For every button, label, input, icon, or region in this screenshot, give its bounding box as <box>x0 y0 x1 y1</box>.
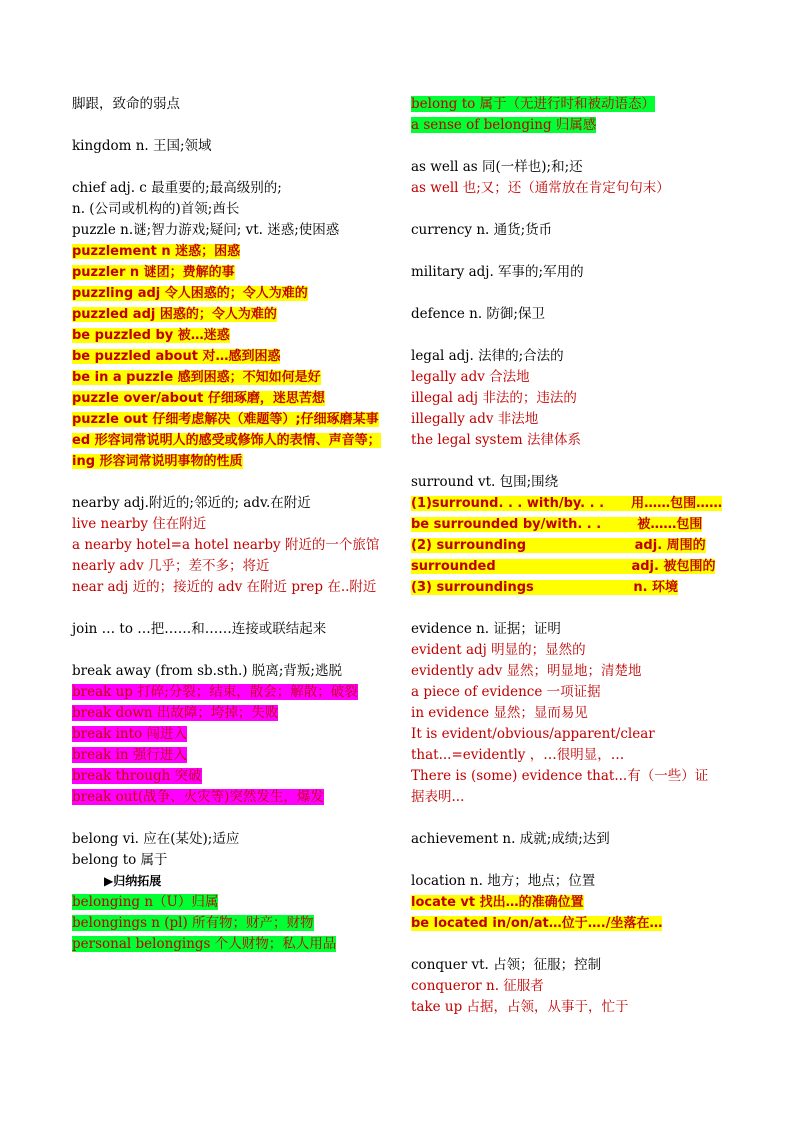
line-text: break up 打碎;分裂；结束，散会；解散；破裂 <box>72 684 358 700</box>
text-line <box>411 409 717 430</box>
blank-line <box>411 199 717 220</box>
text-line <box>411 115 717 136</box>
text-line <box>411 829 717 850</box>
blank-line <box>411 451 717 472</box>
text-line <box>411 913 717 934</box>
line-text: a sense of belonging 归属感 <box>411 117 597 133</box>
text-line <box>411 262 717 283</box>
line-text: conqueror n. 征服者 <box>411 978 544 994</box>
blank-line <box>411 850 717 871</box>
line-text: be located in/on/at…位于…./坐落在… <box>411 916 663 931</box>
text-line <box>411 535 717 556</box>
text-line <box>411 178 717 199</box>
line-text: belonging n（U）归属 <box>72 894 219 910</box>
line-text: evidently adv 显然；明显地；清楚地 <box>411 663 642 679</box>
line-text: illegally adv 非法地 <box>411 411 539 427</box>
text-line <box>72 703 394 724</box>
text-line <box>72 766 394 787</box>
text-line <box>411 556 717 577</box>
line-text: ed 形容词常说明人的感受或修饰人的表情、声音等；ing 形容词常说明事物的性质 <box>72 433 381 469</box>
line-text: break into 闯进入 <box>72 726 187 742</box>
line-text: chief adj. c 最重要的;最高级别的; <box>72 180 282 196</box>
line-text: location n. 地方；地点；位置 <box>411 873 596 889</box>
text-line <box>72 556 394 577</box>
line-text: ▶归纳拓展 <box>104 874 162 888</box>
text-line <box>72 787 394 808</box>
text-line <box>411 766 717 808</box>
blank-line <box>411 325 717 346</box>
blank-line <box>72 115 394 136</box>
text-line <box>411 619 717 640</box>
line-text: surround vt. 包围;围绕 <box>411 474 559 490</box>
text-line <box>72 934 394 955</box>
line-text: There is (some) evidence that...有（一些）证据表明... <box>411 768 709 805</box>
text-line <box>72 724 394 745</box>
text-line <box>411 220 717 241</box>
line-text: It is evident/obvious/apparent/clear that...=evidently ，…很明显，… <box>411 726 655 763</box>
text-line <box>72 283 394 304</box>
text-line <box>72 829 394 850</box>
text-line <box>72 514 394 535</box>
line-text: be in a puzzle 感到困惑；不知如何是好 <box>72 370 321 385</box>
line-text: break out(战争、火灾等)突然发生，爆发 <box>72 789 324 805</box>
line-text: puzzle out 仔细考虑解决（难题等）;仔细琢磨某事 <box>72 412 379 427</box>
blank-line <box>72 157 394 178</box>
text-line <box>72 661 394 682</box>
blank-line <box>411 241 717 262</box>
line-text: military adj. 军事的;军用的 <box>411 264 584 280</box>
text-line <box>411 388 717 409</box>
line-text: evidence n. 证据；证明 <box>411 621 561 637</box>
text-line <box>411 94 717 115</box>
line-text: puzzler n 谜团；费解的事 <box>72 265 235 280</box>
line-text: live nearby 住在附近 <box>72 516 207 532</box>
line-text: defence n. 防御;保卫 <box>411 306 545 322</box>
left-column <box>72 94 394 955</box>
line-text: belongings n (pl) 所有物；财产；财物 <box>72 915 314 931</box>
line-text: illegal adj 非法的；违法的 <box>411 390 577 406</box>
text-line <box>72 493 394 514</box>
line-text: belong to 属于 <box>72 852 168 868</box>
text-line <box>411 682 717 703</box>
line-text: break down 出故障；垮掉；失败 <box>72 705 279 721</box>
line-text: puzzled adj 困惑的；令人为难的 <box>72 307 277 322</box>
text-line <box>72 409 394 430</box>
line-text: near adj 近的；接近的 adv 在附近 prep 在..附近 <box>72 579 377 595</box>
text-line <box>72 430 394 472</box>
text-line <box>72 913 394 934</box>
blank-line <box>411 598 717 619</box>
blank-line <box>411 808 717 829</box>
text-line <box>72 325 394 346</box>
line-text: conquer vt. 占领；征服；控制 <box>411 957 602 973</box>
line-text: nearby adj.附近的;邻近的; adv.在附近 <box>72 495 311 511</box>
text-line <box>411 955 717 976</box>
line-text: break through 突破 <box>72 768 202 784</box>
text-line <box>411 367 717 388</box>
line-text: take up 占据，占领，从事于，忙于 <box>411 999 629 1015</box>
text-line <box>72 619 394 640</box>
text-line <box>72 535 394 556</box>
line-text: puzzle over/about 仔细琢磨，迷思苦想 <box>72 391 325 406</box>
blank-line <box>72 598 394 619</box>
text-line <box>72 346 394 367</box>
line-text: achievement n. 成就;成绩;达到 <box>411 831 610 847</box>
text-line <box>411 640 717 661</box>
line-text: locate vt 找出…的准确位置 <box>411 895 584 910</box>
text-line <box>72 745 394 766</box>
text-line <box>72 871 394 892</box>
text-line <box>411 514 717 535</box>
line-text: n. (公司或机构的)首领;酋长 <box>72 201 240 217</box>
line-text: belong to 属于（无进行时和被动语态） <box>411 96 656 112</box>
text-line <box>411 493 723 514</box>
line-text: as well 也;又；还（通常放在肯定句句末） <box>411 180 670 196</box>
line-text: (1)surround. . . with/by. . . 用……包围…… <box>411 496 723 511</box>
text-line <box>72 367 394 388</box>
text-line <box>72 262 394 283</box>
text-line <box>411 997 717 1018</box>
line-text: puzzle n.谜;智力游戏;疑问; vt. 迷惑;使困惑 <box>72 222 340 238</box>
blank-line <box>72 640 394 661</box>
line-text: in evidence 显然；显而易见 <box>411 705 588 721</box>
text-line <box>72 220 394 241</box>
text-line <box>411 346 717 367</box>
line-text: legal adj. 法律的;合法的 <box>411 348 564 364</box>
line-text: be surrounded by/with. . . 被……包围 <box>411 517 703 532</box>
text-line <box>72 241 394 262</box>
line-text: kingdom n. 王国;领域 <box>72 138 212 154</box>
text-line <box>72 94 394 115</box>
text-line <box>72 136 394 157</box>
line-text: the legal system 法律体系 <box>411 432 581 448</box>
text-line <box>411 871 717 892</box>
line-text: puzzling adj 令人困惑的；令人为难的 <box>72 286 308 301</box>
text-line <box>411 724 717 766</box>
line-text: currency n. 通货;货币 <box>411 222 553 238</box>
line-text: a nearby hotel=a hotel nearby 附近的一个旅馆 <box>72 537 380 553</box>
text-line <box>72 178 394 199</box>
line-text: be puzzled by 被…迷惑 <box>72 328 230 343</box>
text-line <box>411 577 717 598</box>
line-text: break away (from sb.sth.) 脱离;背叛;逃脱 <box>72 663 342 679</box>
text-line <box>72 304 394 325</box>
line-text: a piece of evidence 一项证据 <box>411 684 601 700</box>
blank-line <box>72 808 394 829</box>
text-line <box>411 661 717 682</box>
line-text: belong vi. 应在(某处);适应 <box>72 831 240 847</box>
line-text: evident adj 明显的；显然的 <box>411 642 586 658</box>
line-text: legally adv 合法地 <box>411 369 530 385</box>
text-line <box>72 577 394 598</box>
line-text: (3) surroundings n. 环境 <box>411 580 679 595</box>
line-text: join … to …把……和……连接或联结起来 <box>72 621 327 637</box>
line-text: as well as 同(一样也);和;还 <box>411 159 583 175</box>
blank-line <box>411 283 717 304</box>
blank-line <box>72 472 394 493</box>
text-line <box>411 157 717 178</box>
blank-line <box>411 136 717 157</box>
line-text: be puzzled about 对…感到困惑 <box>72 349 281 364</box>
right-column <box>411 94 723 1018</box>
line-text: break in 强行进入 <box>72 747 187 763</box>
text-line <box>72 850 394 871</box>
line-text: 脚跟，致命的弱点 <box>72 96 180 112</box>
text-line <box>411 703 717 724</box>
line-text: personal belongings 个人财物；私人用品 <box>72 936 337 952</box>
text-line <box>411 892 717 913</box>
text-line <box>411 304 717 325</box>
text-line <box>72 199 394 220</box>
line-text: nearly adv 几乎；差不多；将近 <box>72 558 270 574</box>
text-line <box>72 892 394 913</box>
line-text: puzzlement n 迷惑；困惑 <box>72 244 241 259</box>
text-line <box>411 976 717 997</box>
text-line <box>411 430 717 451</box>
blank-line <box>411 934 717 955</box>
text-line <box>72 388 394 409</box>
line-text: surrounded adj. 被包围的 <box>411 559 716 574</box>
text-line <box>72 682 394 703</box>
text-line <box>411 472 717 493</box>
line-text: (2) surrounding adj. 周围的 <box>411 538 706 553</box>
